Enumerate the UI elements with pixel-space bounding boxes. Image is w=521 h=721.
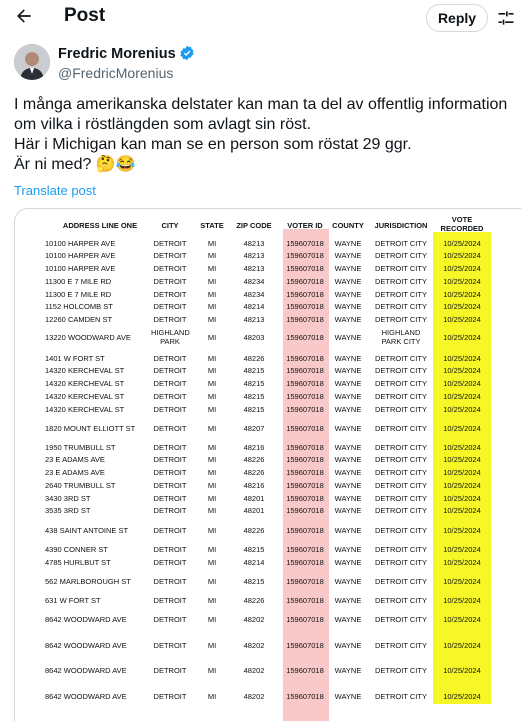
col-header-recorded: RECORDED <box>440 224 484 233</box>
table-cell-county: WAYNE <box>334 290 362 299</box>
table-cell-county: WAYNE <box>334 596 362 605</box>
table-cell-date: 10/25/2024 <box>443 277 481 286</box>
table-cell-state: MI <box>207 277 217 286</box>
table-cell-addr: 14320 KERCHEVAL ST <box>45 392 125 401</box>
table-cell-jur: HIGHLAND PARK CITY <box>381 328 421 346</box>
table-cell-zip: 48215 <box>243 405 265 414</box>
table-cell-date: 10/25/2024 <box>443 251 481 260</box>
table-cell-jur: DETROIT CITY <box>375 455 427 464</box>
table-cell-date: 10/25/2024 <box>443 468 481 477</box>
table-cell-state: MI <box>207 526 217 535</box>
table-cell-date: 10/25/2024 <box>443 545 481 554</box>
table-cell-zip: 48202 <box>243 615 265 624</box>
table-cell-state: MI <box>207 392 217 401</box>
table-cell-voter: 159607018 <box>286 424 324 433</box>
table-cell-state: MI <box>207 264 217 273</box>
table-cell-county: WAYNE <box>334 251 362 260</box>
table-cell-date: 10/25/2024 <box>443 455 481 464</box>
table-cell-state: MI <box>207 577 217 586</box>
col-header-state: STATE <box>200 221 224 230</box>
table-cell-city: DETROIT <box>153 526 187 535</box>
table-cell-state: MI <box>207 354 217 363</box>
table-cell-addr: 631 W FORT ST <box>45 596 101 605</box>
table-cell-date: 10/25/2024 <box>443 379 481 388</box>
table-cell-addr: 1401 W FORT ST <box>45 354 105 363</box>
table-cell-county: WAYNE <box>334 666 362 675</box>
table-cell-zip: 48226 <box>243 468 265 477</box>
table-cell-county: WAYNE <box>334 379 362 388</box>
table-cell-date: 10/25/2024 <box>443 354 481 363</box>
table-cell-date: 10/25/2024 <box>443 526 481 535</box>
page-title: Post <box>64 5 106 26</box>
table-cell-zip: 48213 <box>243 264 265 273</box>
table-cell-addr: 12260 CAMDEN ST <box>45 315 113 324</box>
table-cell-date: 10/25/2024 <box>443 405 481 414</box>
table-cell-voter: 159607018 <box>286 494 324 503</box>
table-cell-voter: 159607018 <box>286 379 324 388</box>
table-cell-voter: 159607018 <box>286 392 324 401</box>
table-cell-city: DETROIT <box>153 641 187 650</box>
table-cell-zip: 48215 <box>243 379 265 388</box>
table-cell-state: MI <box>207 290 217 299</box>
table-cell-voter: 159607018 <box>286 615 324 624</box>
table-cell-date: 10/25/2024 <box>443 424 481 433</box>
highlight-arrow-tip <box>283 709 329 721</box>
table-cell-voter: 159607018 <box>286 692 324 701</box>
table-cell-addr: 2640 TRUMBULL ST <box>45 481 116 490</box>
table-cell-county: WAYNE <box>334 443 362 452</box>
table-cell-addr: 23 E ADAMS AVE <box>45 468 105 477</box>
table-cell-city: DETROIT <box>153 315 187 324</box>
table-cell-addr: 8642 WOODWARD AVE <box>45 692 127 701</box>
table-cell-date: 10/25/2024 <box>443 666 481 675</box>
table-cell-zip: 48215 <box>243 545 265 554</box>
table-cell-zip: 48214 <box>243 302 265 311</box>
table-cell-city: DETROIT <box>153 443 187 452</box>
table-cell-date: 10/25/2024 <box>443 315 481 324</box>
table-cell-state: MI <box>207 692 217 701</box>
table-cell-date: 10/25/2024 <box>443 506 481 515</box>
table-cell-state: MI <box>207 545 217 554</box>
table-cell-city: DETROIT <box>153 455 187 464</box>
table-cell-jur: DETROIT CITY <box>375 577 427 586</box>
table-cell-zip: 48213 <box>243 239 265 248</box>
table-cell-voter: 159607018 <box>286 481 324 490</box>
table-cell-county: WAYNE <box>334 615 362 624</box>
table-cell-voter: 159607018 <box>286 596 324 605</box>
table-cell-jur: DETROIT CITY <box>375 468 427 477</box>
table-cell-voter: 159607018 <box>286 302 324 311</box>
table-cell-date: 10/25/2024 <box>443 264 481 273</box>
table-cell-addr: 14320 KERCHEVAL ST <box>45 366 125 375</box>
table-cell-zip: 48202 <box>243 641 265 650</box>
table-cell-county: WAYNE <box>334 506 362 515</box>
table-cell-date: 10/25/2024 <box>443 392 481 401</box>
table-cell-voter: 159607018 <box>286 443 324 452</box>
table-cell-voter: 159607018 <box>286 354 324 363</box>
reply-button[interactable]: Reply <box>426 4 488 32</box>
table-cell-addr: 8642 WOODWARD AVE <box>45 666 127 675</box>
table-cell-jur: DETROIT CITY <box>375 264 427 273</box>
table-cell-county: WAYNE <box>334 366 362 375</box>
arrow-left-icon[interactable] <box>12 6 36 30</box>
table-cell-state: MI <box>207 615 217 624</box>
table-cell-date: 10/25/2024 <box>443 641 481 650</box>
top-bar <box>0 0 521 36</box>
attached-image[interactable] <box>14 208 521 721</box>
table-cell-state: MI <box>207 315 217 324</box>
table-cell-jur: DETROIT CITY <box>375 526 427 535</box>
table-cell-voter: 159607018 <box>286 264 324 273</box>
table-cell-state: MI <box>207 481 217 490</box>
table-cell-jur: DETROIT CITY <box>375 424 427 433</box>
table-cell-voter: 159607018 <box>286 405 324 414</box>
table-cell-date: 10/25/2024 <box>443 366 481 375</box>
table-cell-state: MI <box>207 596 217 605</box>
table-cell-zip: 48226 <box>243 455 265 464</box>
table-cell-addr: 4785 HURLBUT ST <box>45 558 111 567</box>
table-cell-state: MI <box>207 302 217 311</box>
table-cell-voter: 159607018 <box>286 277 324 286</box>
table-cell-jur: DETROIT CITY <box>375 277 427 286</box>
avatar[interactable] <box>14 44 50 80</box>
table-cell-city: DETROIT <box>153 405 187 414</box>
table-cell-zip: 48201 <box>243 494 265 503</box>
table-cell-voter: 159607018 <box>286 506 324 515</box>
table-cell-date: 10/25/2024 <box>443 558 481 567</box>
table-cell-county: WAYNE <box>334 277 362 286</box>
table-cell-zip: 48216 <box>243 481 265 490</box>
table-cell-addr: 10100 HARPER AVE <box>45 251 116 260</box>
table-cell-jur: DETROIT CITY <box>375 641 427 650</box>
table-cell-city: DETROIT <box>153 577 187 586</box>
col-header-city: CITY <box>161 221 179 230</box>
table-cell-voter: 159607018 <box>286 666 324 675</box>
table-cell-addr: 11300 E 7 MILE RD <box>45 290 112 299</box>
table-cell-zip: 48207 <box>243 424 265 433</box>
table-cell-city: DETROIT <box>153 277 187 286</box>
col-header-vote: VOTE <box>451 215 473 224</box>
table-cell-addr: 13220 WOODWARD AVE <box>45 333 131 342</box>
table-cell-jur: DETROIT CITY <box>375 545 427 554</box>
table-cell-voter: 159607018 <box>286 333 324 342</box>
table-cell-city: DETROIT <box>153 424 187 433</box>
table-cell-date: 10/25/2024 <box>443 692 481 701</box>
table-cell-county: WAYNE <box>334 455 362 464</box>
author-name[interactable] <box>58 45 195 65</box>
table-cell-voter: 159607018 <box>286 239 324 248</box>
table-cell-jur: DETROIT CITY <box>375 379 427 388</box>
table-cell-county: WAYNE <box>334 424 362 433</box>
table-cell-addr: 3430 3RD ST <box>45 494 91 503</box>
table-cell-date: 10/25/2024 <box>443 290 481 299</box>
table-cell-county: WAYNE <box>334 333 362 342</box>
table-cell-addr: 14320 KERCHEVAL ST <box>45 405 125 414</box>
table-cell-addr: 14320 KERCHEVAL ST <box>45 379 125 388</box>
table-cell-county: WAYNE <box>334 468 362 477</box>
table-cell-county: WAYNE <box>334 481 362 490</box>
table-cell-voter: 159607018 <box>286 315 324 324</box>
table-cell-date: 10/25/2024 <box>443 596 481 605</box>
table-cell-state: MI <box>207 424 217 433</box>
table-cell-city: DETROIT <box>153 379 187 388</box>
table-cell-jur: DETROIT CITY <box>375 443 427 452</box>
table-cell-date: 10/25/2024 <box>443 577 481 586</box>
table-cell-zip: 48234 <box>243 277 265 286</box>
col-header-jurisdiction: JURISDICTION <box>374 221 428 230</box>
table-cell-zip: 48215 <box>243 392 265 401</box>
table-cell-state: MI <box>207 251 217 260</box>
table-cell-addr: 10100 HARPER AVE <box>45 264 116 273</box>
table-cell-jur: DETROIT CITY <box>375 615 427 624</box>
table-cell-jur: DETROIT CITY <box>375 251 427 260</box>
table-cell-county: WAYNE <box>334 545 362 554</box>
table-cell-addr: 1152 HOLCOMB ST <box>45 302 113 311</box>
table-cell-addr: 1820 MOUNT ELLIOTT ST <box>45 424 136 433</box>
table-cell-county: WAYNE <box>334 577 362 586</box>
table-cell-voter: 159607018 <box>286 251 324 260</box>
table-cell-jur: DETROIT CITY <box>375 354 427 363</box>
table-cell-zip: 48226 <box>243 354 265 363</box>
table-cell-addr: 10100 HARPER AVE <box>45 239 116 248</box>
table-cell-city: DETROIT <box>153 666 187 675</box>
tweet-line: I många amerikanska delstater kan man ta del av offentlig information <box>14 96 508 113</box>
table-cell-county: WAYNE <box>334 264 362 273</box>
table-cell-county: WAYNE <box>334 239 362 248</box>
table-cell-city: DETROIT <box>153 596 187 605</box>
table-cell-county: WAYNE <box>334 494 362 503</box>
table-cell-county: WAYNE <box>334 641 362 650</box>
table-cell-addr: 8642 WOODWARD AVE <box>45 641 127 650</box>
verified-badge-icon <box>179 45 195 65</box>
table-cell-date: 10/25/2024 <box>443 333 481 342</box>
table-cell-state: MI <box>207 333 217 342</box>
table-cell-jur: DETROIT CITY <box>375 405 427 414</box>
table-cell-city: DETROIT <box>153 494 187 503</box>
author-name-text[interactable]: Fredric Morenius <box>58 46 176 62</box>
table-cell-voter: 159607018 <box>286 290 324 299</box>
tweet-line: Är ni med? 🤔😂 <box>14 156 136 173</box>
table-cell-date: 10/25/2024 <box>443 615 481 624</box>
table-cell-date: 10/25/2024 <box>443 494 481 503</box>
table-cell-city: DETROIT <box>153 251 187 260</box>
table-cell-state: MI <box>207 641 217 650</box>
table-cell-state: MI <box>207 443 217 452</box>
table-cell-city: DETROIT <box>153 302 187 311</box>
table-cell-county: WAYNE <box>334 692 362 701</box>
table-cell-zip: 48203 <box>243 333 265 342</box>
table-cell-zip: 48226 <box>243 526 265 535</box>
table-cell-zip: 48226 <box>243 596 265 605</box>
table-cell-city: HIGHLAND PARK <box>151 328 190 346</box>
table-cell-state: MI <box>207 506 217 515</box>
table-cell-city: DETROIT <box>153 392 187 401</box>
table-cell-jur: DETROIT CITY <box>375 558 427 567</box>
table-cell-state: MI <box>207 405 217 414</box>
col-header-address: ADDRESS LINE ONE <box>62 221 138 230</box>
table-cell-addr: 8642 WOODWARD AVE <box>45 615 127 624</box>
table-cell-voter: 159607018 <box>286 455 324 464</box>
table-cell-voter: 159607018 <box>286 468 324 477</box>
tune-icon[interactable] <box>496 8 516 28</box>
table-cell-state: MI <box>207 494 217 503</box>
table-cell-voter: 159607018 <box>286 641 324 650</box>
table-cell-jur: DETROIT CITY <box>375 666 427 675</box>
table-cell-jur: DETROIT CITY <box>375 302 427 311</box>
table-cell-county: WAYNE <box>334 405 362 414</box>
table-cell-voter: 159607018 <box>286 545 324 554</box>
table-cell-city: DETROIT <box>153 239 187 248</box>
tweet-line: Här i Michigan kan man se en person som röstat 29 ggr. <box>14 136 412 153</box>
table-cell-voter: 159607018 <box>286 577 324 586</box>
table-cell-addr: 562 MARLBOROUGH ST <box>45 577 131 586</box>
table-cell-city: DETROIT <box>153 468 187 477</box>
table-cell-state: MI <box>207 366 217 375</box>
table-cell-jur: DETROIT CITY <box>375 494 427 503</box>
table-cell-city: DETROIT <box>153 481 187 490</box>
table-cell-voter: 159607018 <box>286 558 324 567</box>
table-cell-jur: DETROIT CITY <box>375 366 427 375</box>
col-header-county: COUNTY <box>332 221 364 230</box>
table-cell-state: MI <box>207 666 217 675</box>
col-header-voter-id: VOTER ID <box>287 221 323 230</box>
table-cell-state: MI <box>207 468 217 477</box>
table-cell-jur: DETROIT CITY <box>375 692 427 701</box>
table-cell-addr: 11300 E 7 MILE RD <box>45 277 112 286</box>
table-cell-addr: 3535 3RD ST <box>45 506 91 515</box>
table-cell-voter: 159607018 <box>286 526 324 535</box>
table-cell-date: 10/25/2024 <box>443 302 481 311</box>
table-cell-jur: DETROIT CITY <box>375 239 427 248</box>
table-cell-county: WAYNE <box>334 392 362 401</box>
table-cell-addr: 4390 CONNER ST <box>45 545 108 554</box>
table-cell-county: WAYNE <box>334 315 362 324</box>
table-cell-zip: 48213 <box>243 251 265 260</box>
table-cell-jur: DETROIT CITY <box>375 392 427 401</box>
table-cell-city: DETROIT <box>153 615 187 624</box>
table-cell-county: WAYNE <box>334 558 362 567</box>
author-handle[interactable]: @FredricMorenius <box>58 65 174 81</box>
table-cell-zip: 48234 <box>243 290 265 299</box>
table-cell-county: WAYNE <box>334 354 362 363</box>
table-cell-zip: 48215 <box>243 366 265 375</box>
table-cell-addr: 438 SAINT ANTOINE ST <box>45 526 129 535</box>
table-cell-state: MI <box>207 455 217 464</box>
table-cell-addr: 23 E ADAMS AVE <box>45 455 105 464</box>
table-cell-county: WAYNE <box>334 302 362 311</box>
table-cell-city: DETROIT <box>153 692 187 701</box>
table-cell-city: DETROIT <box>153 506 187 515</box>
table-cell-date: 10/25/2024 <box>443 239 481 248</box>
table-cell-jur: DETROIT CITY <box>375 506 427 515</box>
table-cell-state: MI <box>207 558 217 567</box>
table-cell-city: DETROIT <box>153 290 187 299</box>
table-cell-county: WAYNE <box>334 526 362 535</box>
table-cell-city: DETROIT <box>153 558 187 567</box>
table-cell-city: DETROIT <box>153 366 187 375</box>
table-cell-zip: 48202 <box>243 666 265 675</box>
table-cell-jur: DETROIT CITY <box>375 315 427 324</box>
tweet-line: om vilka i röstlängden som avlagt sin röst. <box>14 116 312 133</box>
table-cell-voter: 159607018 <box>286 366 324 375</box>
table-cell-zip: 48214 <box>243 558 265 567</box>
table-cell-jur: DETROIT CITY <box>375 290 427 299</box>
table-cell-jur: DETROIT CITY <box>375 481 427 490</box>
table-cell-state: MI <box>207 239 217 248</box>
table-cell-zip: 48213 <box>243 315 265 324</box>
table-cell-state: MI <box>207 379 217 388</box>
tweet-text <box>14 95 514 175</box>
table-cell-jur: DETROIT CITY <box>375 596 427 605</box>
table-cell-zip: 48216 <box>243 443 265 452</box>
table-cell-city: DETROIT <box>153 354 187 363</box>
table-cell-city: DETROIT <box>153 545 187 554</box>
col-header-zip: ZIP CODE <box>236 221 272 230</box>
translate-post-link[interactable]: Translate post <box>14 183 96 198</box>
table-cell-zip: 48215 <box>243 577 265 586</box>
table-cell-zip: 48202 <box>243 692 265 701</box>
table-cell-date: 10/25/2024 <box>443 443 481 452</box>
table-cell-addr: 1950 TRUMBULL ST <box>45 443 116 452</box>
table-cell-city: DETROIT <box>153 264 187 273</box>
table-cell-zip: 48201 <box>243 506 265 515</box>
table-cell-date: 10/25/2024 <box>443 481 481 490</box>
